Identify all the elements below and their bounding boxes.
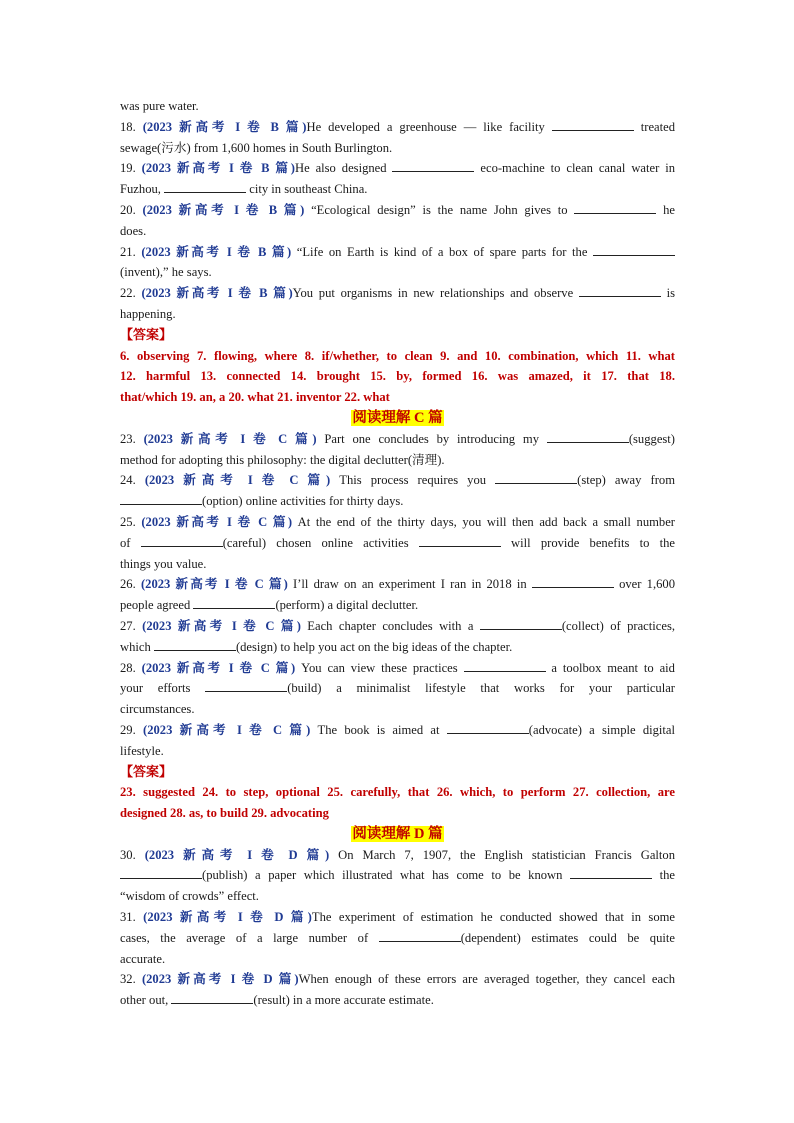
text-line	[120, 865, 675, 886]
text: He developed a greenhouse — like facility	[306, 119, 552, 134]
answer-blank[interactable]	[574, 201, 656, 214]
text: The experiment of estimation he conducted showed that in some	[311, 910, 675, 925]
answer-blank[interactable]	[392, 159, 474, 172]
question-number: 19.	[120, 161, 142, 176]
question-21	[120, 242, 675, 263]
question-18	[120, 117, 675, 138]
text: (invent),” he says.	[120, 265, 212, 280]
text-line	[120, 304, 675, 325]
text-line	[120, 96, 675, 117]
answer-line: designed 28. as, to build 29. advocating	[120, 806, 329, 821]
question-number: 24.	[120, 473, 145, 488]
question-31	[120, 907, 675, 928]
question-number: 28.	[120, 660, 142, 675]
question-25	[120, 512, 675, 533]
text: cases, the average of a large number of	[120, 930, 379, 945]
text-line	[120, 699, 675, 720]
question-24	[120, 470, 675, 491]
text: a toolbox meant to aid	[545, 660, 675, 675]
answer-blank[interactable]	[193, 596, 275, 609]
answer-blank[interactable]	[570, 866, 652, 879]
source-tag: (2023 新高考 I 卷 B 篇)	[142, 202, 305, 217]
text: The book is aimed at	[310, 722, 447, 737]
text: (dependent) estimates could be quite	[460, 930, 675, 945]
text: (suggest)	[628, 431, 675, 446]
question-number: 21.	[120, 244, 142, 259]
text-line	[120, 262, 675, 283]
text: (careful) chosen online activities	[222, 535, 419, 550]
source-tag: (2023 新高考 I 卷 D 篇)	[141, 972, 299, 987]
answer-blank[interactable]	[154, 638, 236, 651]
text-line	[120, 886, 675, 907]
source-tag: (2023 新高考 I 卷 C 篇)	[143, 431, 317, 446]
text: Part one concludes by introducing my	[316, 431, 547, 446]
section-title	[120, 408, 675, 429]
source-tag: (2023 新高考 I 卷 C 篇)	[141, 660, 296, 675]
answer-blank[interactable]	[205, 679, 287, 692]
text-line	[120, 637, 675, 658]
source-tag: (2023 新高考 I 卷 D 篇)	[143, 910, 312, 925]
answer-line: 23. suggested 24. to step, optional 25. carefully, that 26. which, to perform 27. collection, are	[120, 785, 675, 800]
section-title	[120, 824, 675, 845]
answer-blank[interactable]	[141, 534, 223, 547]
text: (build) a minimalist lifestyle that works for your particular	[287, 681, 675, 696]
answer-blank[interactable]	[579, 284, 661, 297]
question-number: 20.	[120, 202, 143, 217]
question-19	[120, 158, 675, 179]
text: “Life on Earth is kind of a box of spare parts for the	[291, 244, 594, 259]
question-32	[120, 969, 675, 990]
text: (option) online activities for thirty days.	[202, 494, 404, 509]
text: (perform) a digital declutter.	[275, 598, 419, 613]
text: will provide benefits to the	[500, 535, 675, 550]
source-tag: (2023 新高考 I 卷 C 篇)	[140, 577, 288, 592]
answer-heading: 【答案】	[120, 763, 173, 779]
text: he	[656, 202, 675, 217]
source-tag: (2023 新高考 I 卷 B 篇)	[142, 119, 307, 134]
text: is	[660, 286, 675, 301]
text: method for adopting this philosophy: the digital declutter(清理).	[120, 452, 445, 467]
answer-line: 6. observing 7. flowing, where 8. if/whether, to clean 9. and 10. combination, which 11. what	[120, 348, 675, 363]
text: He also designed	[294, 161, 393, 176]
question-number: 18.	[120, 119, 143, 134]
text: (result) in a more accurate estimate.	[253, 993, 434, 1008]
text: of	[120, 535, 141, 550]
source-tag: (2023 新高考 I 卷 C 篇)	[143, 722, 311, 737]
text: This process requires you	[330, 473, 496, 488]
question-number: 27.	[120, 618, 143, 633]
text: “Ecological design” is the name John gives to	[304, 202, 575, 217]
section-title-text: 阅读理解 C 篇	[352, 409, 443, 426]
text: eco-machine to clean canal water in	[474, 161, 675, 176]
text: (step) away from	[577, 473, 675, 488]
text: (advocate) a simple digital	[528, 722, 675, 737]
text-line	[120, 138, 675, 159]
answer-blank[interactable]	[552, 118, 634, 131]
question-number: 32.	[120, 972, 142, 987]
source-tag: (2023 新高考 I 卷 B 篇)	[141, 161, 295, 176]
answer-blank[interactable]	[532, 575, 614, 588]
text-line	[120, 678, 675, 699]
text: When enough of these errors are averaged together, they cancel each	[298, 972, 675, 987]
text: over 1,600	[613, 577, 675, 592]
text: things you value.	[120, 556, 207, 571]
answer-blank[interactable]	[120, 492, 202, 505]
text: does.	[120, 223, 147, 238]
text: At the end of the thirty days, you will then add back a small number	[292, 514, 675, 529]
text-line	[120, 533, 675, 554]
question-number: 25.	[120, 514, 142, 529]
text: which	[120, 639, 154, 654]
text: sewage(污水) from 1,600 homes in South Burlington.	[120, 140, 393, 155]
text: lifestyle.	[120, 743, 164, 758]
text: (collect) of practices,	[561, 618, 675, 633]
text: treated	[633, 119, 675, 134]
answer-blank[interactable]	[480, 617, 562, 630]
text-line	[120, 221, 675, 242]
question-30	[120, 845, 675, 866]
text: Fuzhou,	[120, 182, 165, 197]
question-26	[120, 574, 675, 595]
source-tag: (2023 新高考 I 卷 C 篇)	[141, 514, 293, 529]
text: (publish) a paper which illustrated what has come to be known	[202, 868, 571, 883]
text: city in southeast China.	[246, 182, 368, 197]
text: I’ll draw on an experiment I ran in 2018 in	[287, 577, 532, 592]
text: the	[652, 868, 675, 883]
source-tag: (2023 新高考 I 卷 C 篇)	[142, 618, 301, 633]
question-number: 23.	[120, 431, 144, 446]
text: You put organisms in new relationships and observe	[292, 286, 579, 301]
question-20	[120, 200, 675, 221]
source-tag: (2023 新高考 I 卷 B 篇)	[141, 244, 292, 259]
answer-blank[interactable]	[379, 929, 461, 942]
question-number: 31.	[120, 910, 144, 925]
text-line	[120, 741, 675, 762]
answer-blank[interactable]	[464, 659, 546, 672]
answer-blank[interactable]	[447, 721, 529, 734]
section-title-text: 阅读理解 D 篇	[352, 825, 443, 842]
source-tag: (2023 新高考 I 卷 B 篇)	[141, 286, 293, 301]
text: Each chapter concludes with a	[300, 618, 480, 633]
document-page	[120, 96, 675, 1011]
text: accurate.	[120, 951, 166, 966]
question-number: 30.	[120, 847, 145, 862]
text-line	[120, 990, 675, 1011]
answer-blank[interactable]	[547, 430, 629, 443]
text-line	[120, 928, 675, 949]
source-tag: (2023 新高考 I 卷 C 篇)	[144, 473, 331, 488]
question-23	[120, 429, 675, 450]
text: your efforts	[120, 681, 206, 696]
text: On March 7, 1907, the English statistician Francis Galton	[329, 847, 675, 862]
question-29	[120, 720, 675, 741]
question-number: 26.	[120, 577, 141, 592]
text: You can view these practices	[295, 660, 464, 675]
text-line	[120, 179, 675, 200]
text: people agreed	[120, 598, 194, 613]
text: happening.	[120, 306, 176, 321]
text-line	[120, 450, 675, 471]
text-line	[120, 595, 675, 616]
question-number: 29.	[120, 722, 143, 737]
text-line	[120, 949, 675, 970]
question-number: 22.	[120, 286, 142, 301]
text: (design) to help you act on the big ideas of the chapter.	[235, 639, 513, 654]
answer-blank[interactable]	[120, 866, 202, 879]
text-line	[120, 554, 675, 575]
text: was pure water.	[120, 99, 199, 113]
answer-blank[interactable]	[593, 243, 675, 256]
source-tag: (2023 新高考 I 卷 D 篇)	[144, 847, 330, 862]
answer-blank[interactable]	[164, 180, 246, 193]
text: circumstances.	[120, 702, 195, 717]
text: “wisdom of crowds” effect.	[120, 889, 259, 904]
answer-line: that/which 19. an, a 20. what 21. inventor 22. what	[120, 390, 390, 405]
question-28	[120, 658, 675, 679]
question-27	[120, 616, 675, 637]
answer-heading: 【答案】	[120, 326, 173, 342]
question-22	[120, 283, 675, 304]
answer-blank[interactable]	[171, 991, 253, 1004]
text: other out,	[120, 993, 172, 1008]
text-line	[120, 491, 675, 512]
answer-blank[interactable]	[419, 534, 501, 547]
answer-blank[interactable]	[495, 471, 577, 484]
answer-line: 12. harmful 13. connected 14. brought 15. by, formed 16. was amazed, it 17. that 18.	[120, 369, 675, 384]
